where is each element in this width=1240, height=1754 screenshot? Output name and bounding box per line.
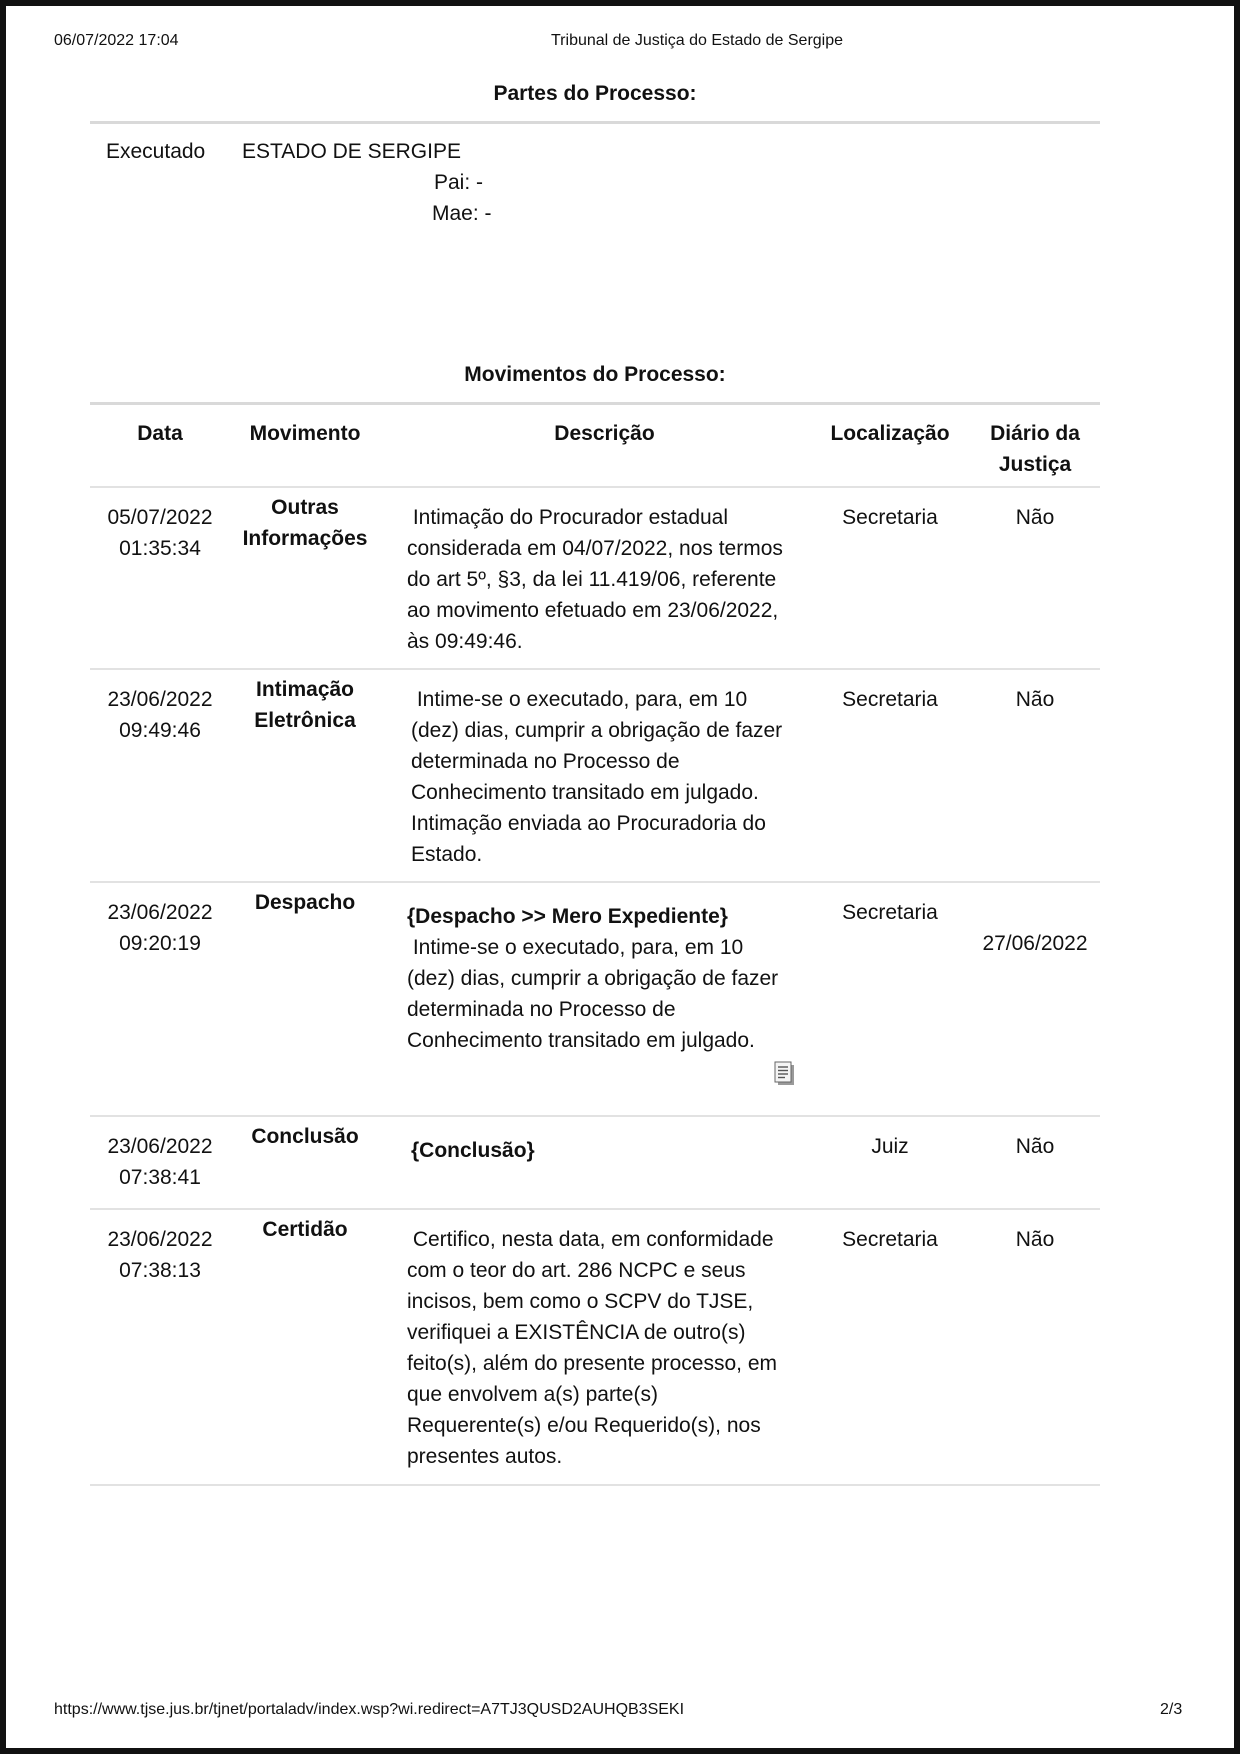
table-row: [90, 1117, 1100, 1210]
row-movimento-line1: Certidão: [262, 1218, 348, 1241]
row-movimento-line1: Conclusão: [251, 1125, 359, 1148]
party-name: ESTADO DE SERGIPE: [242, 140, 461, 163]
court-title: Tribunal de Justiça do Estado de Sergipe: [551, 32, 844, 49]
row-diario: 27/06/2022: [982, 932, 1088, 955]
row-date: [90, 684, 230, 746]
desc-line: Requerente(s) e/ou Requerido(s), nos: [407, 1414, 761, 1437]
desc-heading: {Despacho >> Mero Expediente}: [407, 905, 728, 928]
col-header-movimento: Movimento: [249, 422, 361, 445]
desc-line: Intimação enviada ao Procuradoria do: [411, 812, 766, 835]
desc-line: Intime-se o executado, para, em 10: [407, 936, 744, 959]
partes-divider: [90, 121, 1100, 124]
row-diario: Não: [1015, 1135, 1055, 1158]
desc-line: (dez) dias, cumprir a obrigação de fazer: [411, 719, 783, 742]
row-movimento-line2: Informações: [242, 527, 368, 550]
row-descricao: [411, 684, 806, 870]
desc-line: determinada no Processo de: [411, 750, 680, 773]
row-descricao: [411, 1135, 806, 1166]
desc-line: Conhecimento transitado em julgado.: [407, 1029, 755, 1052]
row-date-day: 23/06/2022: [107, 1135, 213, 1158]
party-father: Pai: -: [434, 171, 484, 194]
desc-line: verifiquei a EXISTÊNCIA de outro(s): [407, 1321, 746, 1344]
row-localizacao: Juiz: [871, 1135, 909, 1158]
desc-line: presentes autos.: [407, 1445, 563, 1468]
row-diario: Não: [1015, 1228, 1055, 1251]
row-date-day: 23/06/2022: [107, 1228, 213, 1251]
row-movimento-line1: Outras: [271, 496, 339, 519]
row-descricao: [407, 502, 802, 657]
desc-line: que envolvem a(s) parte(s): [407, 1383, 658, 1406]
desc-line: Certifico, nesta data, em conformidade: [407, 1228, 774, 1251]
row-localizacao: Secretaria: [842, 1228, 938, 1251]
row-date: [90, 502, 230, 564]
row-date-time: 09:49:46: [119, 719, 201, 742]
row-localizacao: Secretaria: [842, 901, 938, 924]
row-date: [90, 1131, 230, 1193]
col-header-data: Data: [137, 422, 183, 445]
print-datetime: 06/07/2022 17:04: [54, 32, 179, 49]
desc-line: considerada em 04/07/2022, nos termos: [407, 537, 783, 560]
source-url[interactable]: https://www.tjse.jus.br/tjnet/portaladv/index.wsp?wi.redirect=A7TJ3QUSD2AUHQB3SEKI: [54, 1701, 685, 1718]
col-header-diario-line2: Justiça: [998, 453, 1072, 476]
party-role: Executado: [106, 140, 206, 163]
row-date-time: 09:20:19: [119, 932, 201, 955]
table-row: [90, 1210, 1100, 1486]
row-date-time: 01:35:34: [119, 537, 201, 560]
desc-line: Conhecimento transitado em julgado.: [411, 781, 759, 804]
row-diario: Não: [1015, 688, 1055, 711]
row-movimento: [230, 674, 380, 736]
desc-heading: {Conclusão}: [411, 1139, 535, 1162]
row-date-day: 05/07/2022: [107, 506, 213, 529]
col-header-diario: [970, 418, 1100, 480]
row-diario: Não: [1015, 506, 1055, 529]
col-header-localizacao: Localização: [830, 422, 950, 445]
desc-line: ao movimento efetuado em 23/06/2022,: [407, 599, 779, 622]
row-movimento-line1: Despacho: [254, 891, 356, 914]
movimentos-divider: [90, 402, 1100, 405]
row-localizacao: Secretaria: [842, 506, 938, 529]
table-row: [90, 670, 1100, 883]
row-date: [90, 1224, 230, 1286]
row-movimento: [230, 887, 380, 918]
row-descricao: [407, 901, 802, 1056]
row-date-time: 07:38:13: [119, 1259, 201, 1282]
row-movimento: [230, 1214, 380, 1245]
row-localizacao: Secretaria: [842, 688, 938, 711]
table-row: [90, 883, 1100, 1117]
row-movimento-line2: Eletrônica: [254, 709, 356, 732]
row-date-time: 07:38:41: [119, 1166, 201, 1189]
desc-line: (dez) dias, cumprir a obrigação de fazer: [407, 967, 779, 990]
desc-line: Intime-se o executado, para, em 10: [411, 688, 748, 711]
movimentos-heading: Movimentos do Processo:: [464, 363, 726, 386]
row-date: [90, 897, 230, 959]
table-header: [90, 416, 1100, 488]
desc-line: com o teor do art. 286 NCPC e seus: [407, 1259, 746, 1282]
desc-line: determinada no Processo de: [407, 998, 676, 1021]
col-header-diario-line1: Diário da: [990, 422, 1080, 445]
document-icon[interactable]: [774, 1061, 794, 1085]
col-header-descricao: Descrição: [554, 422, 655, 445]
row-movimento-line1: Intimação: [255, 678, 355, 701]
row-date-day: 23/06/2022: [107, 688, 213, 711]
row-movimento: [230, 1121, 380, 1152]
desc-line: Intimação do Procurador estadual: [407, 506, 729, 529]
desc-line: incisos, bem como o SCPV do TJSE,: [407, 1290, 754, 1313]
partes-heading: Partes do Processo:: [493, 82, 697, 105]
party-mother: Mae: -: [432, 202, 492, 225]
row-descricao: [407, 1224, 802, 1472]
page-number: 2/3: [1160, 1701, 1183, 1718]
row-movimento: [230, 492, 380, 554]
row-date-day: 23/06/2022: [107, 901, 213, 924]
desc-line: às 09:49:46.: [407, 630, 523, 653]
desc-line: feito(s), além do presente processo, em: [407, 1352, 778, 1375]
table-row: [90, 488, 1100, 670]
desc-line: do art 5º, §3, da lei 11.419/06, referente: [407, 568, 777, 591]
desc-line: Estado.: [411, 843, 483, 866]
